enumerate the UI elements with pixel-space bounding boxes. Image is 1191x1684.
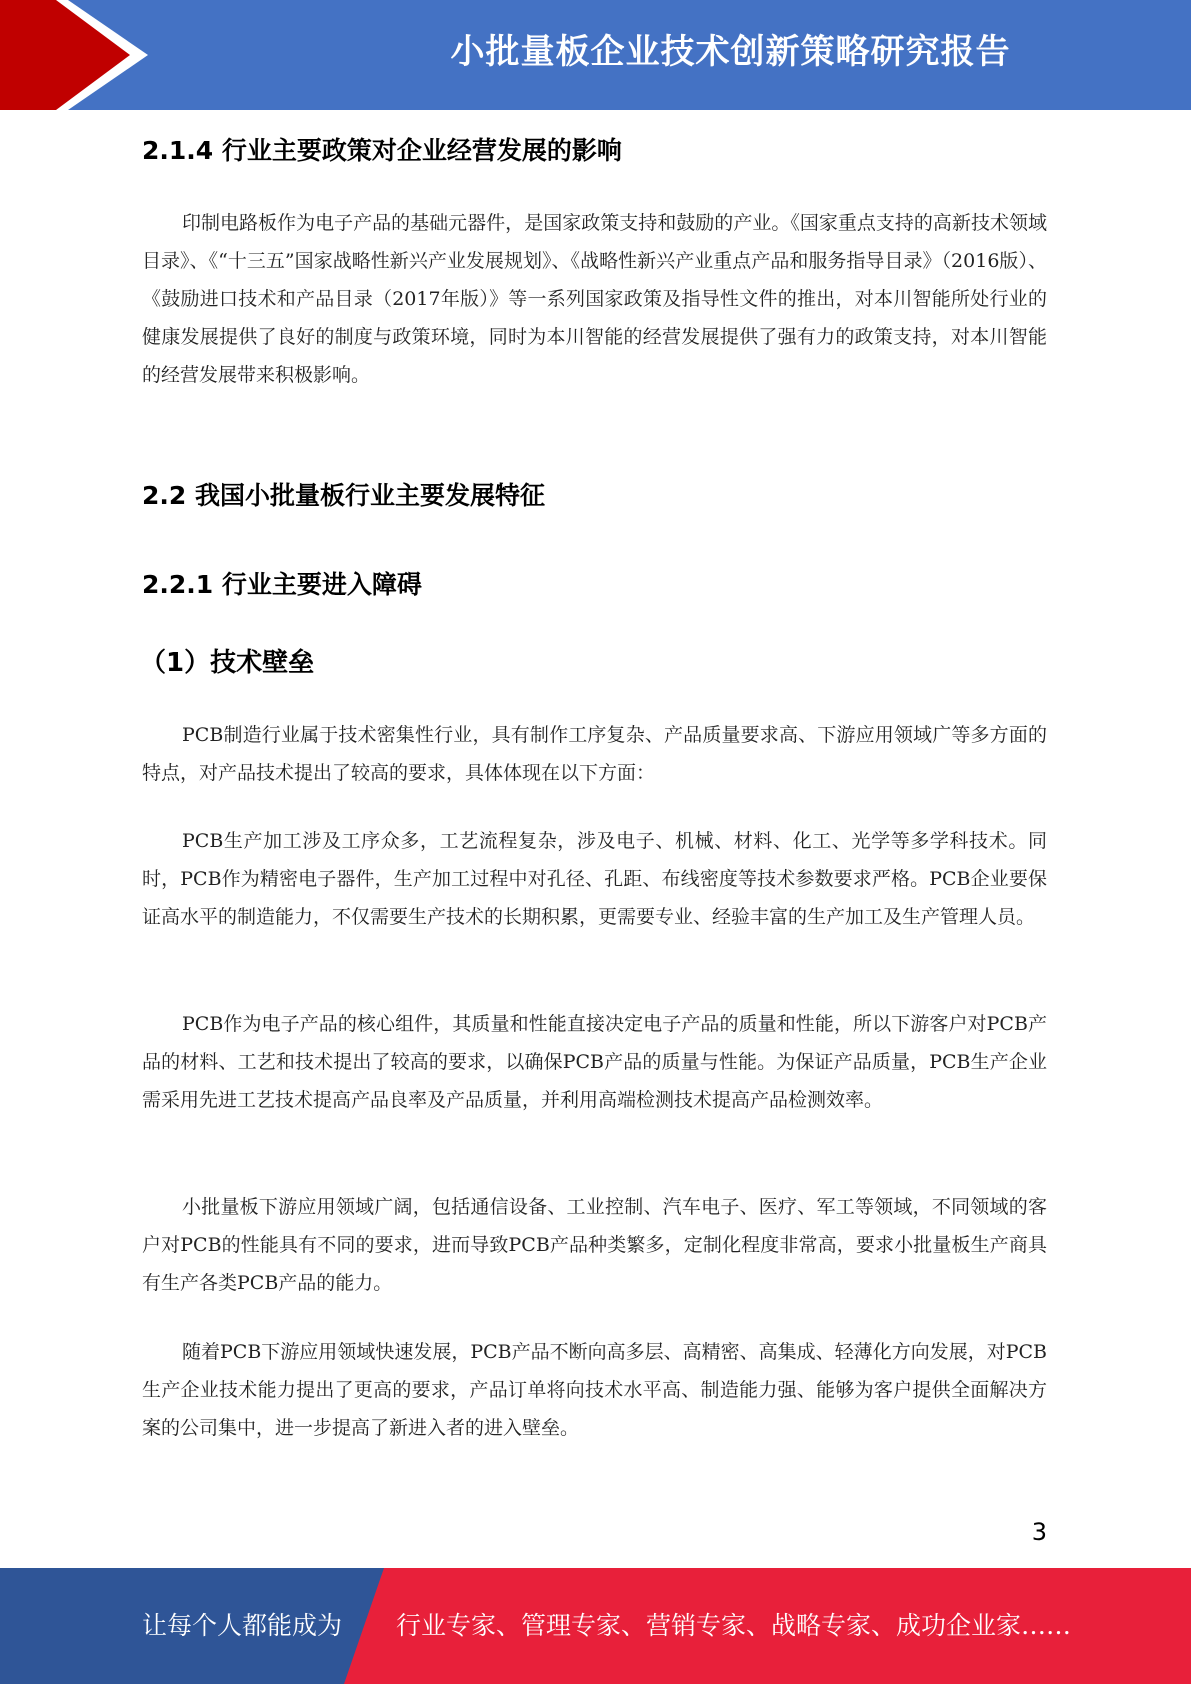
page-number: 3 (1031, 1518, 1047, 1546)
section-heading-2-2-1: 2.2.1 行业主要进入障碍 (142, 570, 422, 599)
section-heading-2-1-4: 2.1.4 行业主要政策对企业经营发展的影响 (142, 136, 622, 165)
sub-heading-tech-barrier: （1）技术壁垒 (140, 648, 315, 678)
header-banner (0, 0, 1191, 110)
section-heading-2-2: 2.2 我国小批量板行业主要发展特征 (142, 481, 545, 510)
footer-banner (0, 1568, 1191, 1684)
header-arrow-decoration (0, 0, 160, 110)
footer-slogan-right: 行业专家、管理专家、营销专家、战略专家、成功企业家…… (396, 1611, 1072, 1640)
paragraph-tech-3: PCB作为电子产品的核心组件，其质量和性能直接决定电子产品的质量和性能，所以下游客户对PCB产品的材料、工艺和技术提出了较高的要求，以确保PCB产品的质量与性能。为保证产品质量，PCB生产企业需采用先进工艺技术提高产品良率及产品质量，并利用高端检测技术提高产品检测效率。 (142, 1013, 1047, 1111)
footer-slogan-left: 让每个人都能成为 (142, 1611, 343, 1640)
report-title: 小批量板企业技术创新策略研究报告 (450, 32, 1011, 72)
paragraph-policy: 印制电路板作为电子产品的基础元器件，是国家政策支持和鼓励的产业。《国家重点支持的高新技术领域目录》、《“十三五”国家战略性新兴产业发展规划》、《战略性新兴产业重点产品和服务指导目录》（2016版）、《鼓励进口技术和产品目录（2017年版）》等一系列国家政策及指导性文件的推出，对本川智能所处行业的健康发展提供了良好的制度与政策环境，同时为本川智能的经营发展提供了强有力的政策支持，对本川智能的经营发展带来积极影响。 (142, 212, 1047, 386)
paragraph-tech-4: 小批量板下游应用领域广阔，包括通信设备、工业控制、汽车电子、医疗、军工等领域，不同领域的客户对PCB的性能具有不同的要求，进而导致PCB产品种类繁多，定制化程度非常高，要求小批量板生产商具有生产各类PCB产品的能力。 (142, 1196, 1047, 1294)
paragraph-tech-5: 随着PCB下游应用领域快速发展，PCB产品不断向高多层、高精密、高集成、轻薄化方向发展，对PCB生产企业技术能力提出了更高的要求，产品订单将向技术水平高、制造能力强、能够为客户提供全面解决方案的公司集中，进一步提高了新进入者的进入壁垒。 (142, 1341, 1047, 1439)
paragraph-tech-2: PCB生产加工涉及工序众多，工艺流程复杂，涉及电子、机械、材料、化工、光学等多学科技术。同时，PCB作为精密电子器件，生产加工过程中对孔径、孔距、布线密度等技术参数要求严格。PCB企业要保证高水平的制造能力，不仅需要生产技术的长期积累，更需要专业、经验丰富的生产加工及生产管理人员。 (142, 830, 1047, 928)
paragraph-tech-1: PCB制造行业属于技术密集性行业，具有制作工序复杂、产品质量要求高、下游应用领域广等多方面的特点，对产品技术提出了较高的要求，具体体现在以下方面： (142, 724, 1047, 784)
